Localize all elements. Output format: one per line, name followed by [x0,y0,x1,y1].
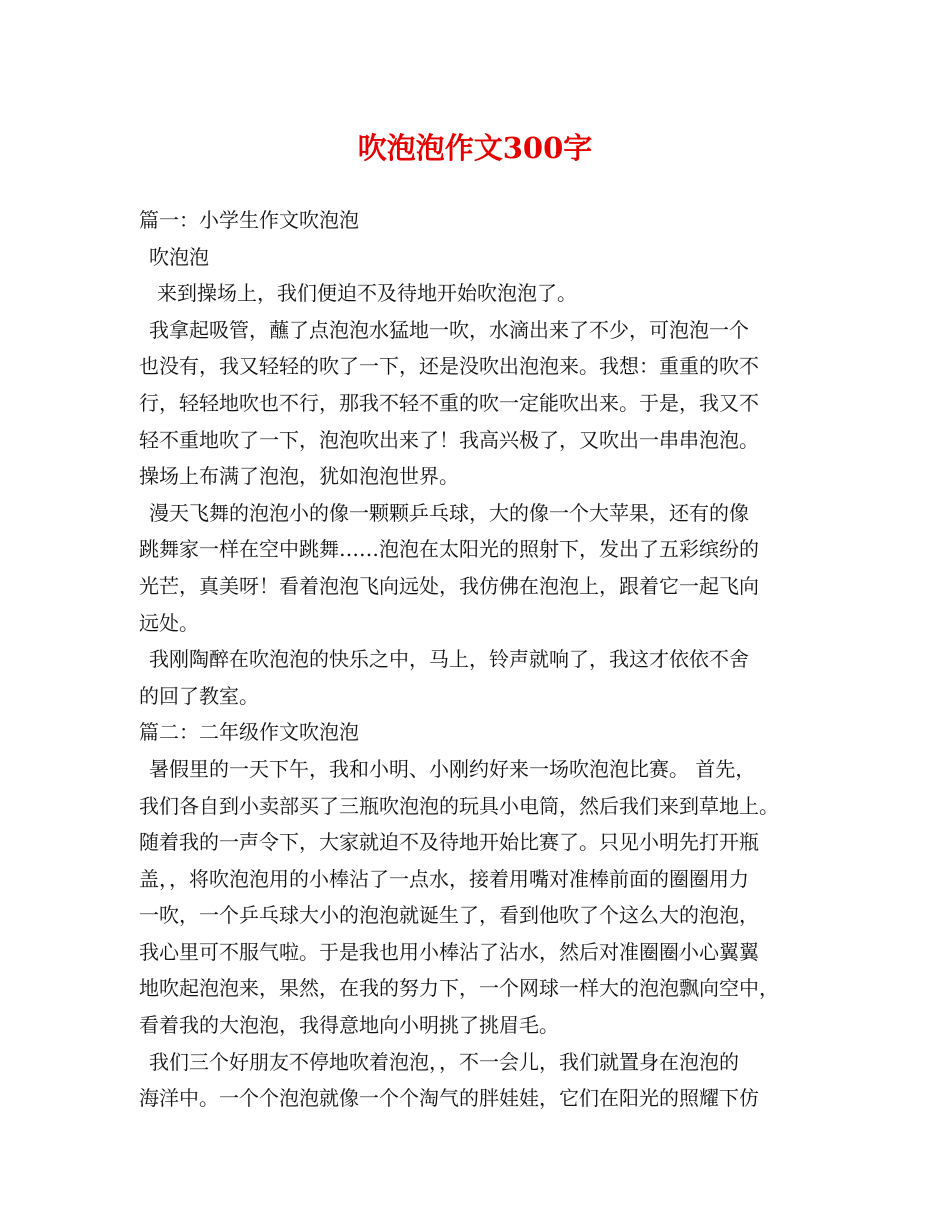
paragraph-line: 漫天飞舞的泡泡小的像一颗颗乒乓球，大的像一个大苹果，还有的像 [149,500,749,525]
paragraph-line: 轻不重地吹了一下，泡泡吹出来了！我高兴极了，又吹出一串串泡泡。 [139,427,759,452]
document-title: 吹泡泡作文300字 [357,131,593,165]
paragraph-line: 也没有，我又轻轻的吹了一下，还是没吹出泡泡来。我想：重重的吹不 [139,354,759,379]
paragraph-line: 地吹起泡泡来，果然，在我的努力下，一个网球一样大的泡泡飘向空中， [139,976,779,1001]
paragraph-line: 操场上布满了泡泡，犹如泡泡世界。 [139,464,459,489]
paragraph-line: 我们各自到小卖部买了三瓶吹泡泡的玩具小电筒，然后我们来到草地上。 [139,793,779,818]
paragraph-line: 跳舞家一样在空中跳舞……泡泡在太阳光的照射下，发出了五彩缤纷的 [139,537,759,562]
paragraph-line: 来到操场上，我们便迫不及待地开始吹泡泡了。 [157,281,577,306]
paragraph-line: 我们三个好朋友不停地吹着泡泡，，不一会儿，我们就置身在泡泡的 [149,1049,739,1074]
paragraph-line: 我心里可不服气啦。于是我也用小棒沾了沾水，然后对准圈圈小心翼翼 [139,939,759,964]
paragraph-line: 的回了教室。 [139,683,259,708]
paragraph-line: 随着我的一声令下，大家就迫不及待地开始比赛了。只见小明先打开瓶 [139,830,759,855]
section-heading-2: 篇二：二年级作文吹泡泡 [139,720,359,745]
paragraph-line: 我拿起吸管，蘸了点泡泡水猛地一吹，水滴出来了不少，可泡泡一个 [149,317,749,342]
paragraph-line: 远处。 [139,610,199,635]
paragraph-line: 一吹，一个乒乓球大小的泡泡就诞生了，看到他吹了个这么大的泡泡， [139,903,759,928]
paragraph-line: 暑假里的一天下午，我和小明、小刚约好来一场吹泡泡比赛。 首先， [149,756,756,781]
paragraph-line: 光芒，真美呀！看着泡泡飞向远处，我仿佛在泡泡上，跟着它一起飞向 [139,573,759,598]
paragraph-line: 看着我的大泡泡，我得意地向小明挑了挑眉毛。 [139,1013,559,1038]
paragraph-line: 行，轻轻地吹也不行，那我不轻不重的吹一定能吹出来。于是，我又不 [139,390,759,415]
section-heading-1: 篇一：小学生作文吹泡泡 [139,208,359,232]
paragraph-line: 海洋中。一个个泡泡就像一个个淘气的胖娃娃，它们在阳光的照耀下仿 [139,1086,759,1111]
essay-subtitle: 吹泡泡 [149,244,209,269]
paragraph-line: 我刚陶醉在吹泡泡的快乐之中，马上，铃声就响了，我这才依依不舍 [149,647,749,672]
essay-body [139,202,829,1117]
paragraph-line: 盖，，将吹泡泡用的小棒沾了一点水，接着用嘴对准棒前面的圈圈用力 [139,866,749,891]
